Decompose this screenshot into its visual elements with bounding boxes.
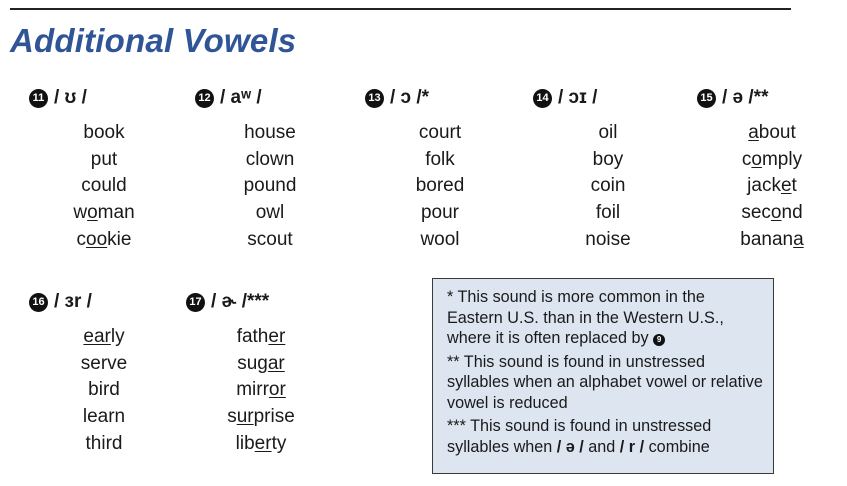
underlined-segment: e [780,175,792,197]
number-badge: 15 [697,89,716,108]
word-segment: banan [740,228,794,250]
underlined-segment: er [268,326,286,347]
example-word [29,324,179,351]
underlined-segment: oo [86,228,108,250]
word-segment: lib [235,432,255,454]
word-segment: c [76,228,87,250]
example-word [365,147,515,174]
example-word [29,431,179,458]
example-word [29,147,179,174]
number-badge: 11 [29,89,48,108]
word-segment: kie [107,228,132,250]
example-word [533,227,683,254]
footnote-3 [447,416,763,457]
example-word [697,120,847,147]
word-segment: nd [781,202,803,224]
word-segment: learn [82,406,126,428]
example-word [195,120,345,147]
example-word [29,351,179,378]
vowel-column [195,86,345,253]
underlined-segment: ear [83,326,111,347]
word-segment: put [90,148,118,170]
vowel-symbol: / ʊ / [54,87,87,108]
example-word [195,147,345,174]
example-word [697,173,847,200]
word-segment: w [73,202,88,224]
vowel-heading [365,86,515,110]
word-list [697,120,847,253]
word-segment: boy [592,148,624,170]
footnote-1 [447,287,763,349]
word-segment: pour [420,202,460,224]
word-segment: t [791,175,797,197]
example-word [29,377,179,404]
word-segment: coin [590,175,626,197]
vowel-heading [195,86,345,110]
example-word [533,200,683,227]
word-segment: bird [88,379,120,401]
footnote-3-joiner: and [583,437,620,456]
vowel-symbol: / ɚ /*** [211,291,270,312]
word-segment: clown [245,148,295,170]
example-word [195,173,345,200]
word-segment: ly [110,326,125,347]
word-segment: serve [80,352,128,374]
vowel-symbol: / ə /** [722,87,769,108]
word-list [533,120,683,253]
example-word [29,227,179,254]
example-word [365,120,515,147]
word-segment: ty [271,432,287,454]
example-word [533,173,683,200]
number-badge: 12 [195,89,214,108]
example-word [697,227,847,254]
vowel-symbol: / aʷ / [220,87,262,108]
word-segment: oil [598,122,618,143]
footnote-2 [447,352,763,414]
word-segment: book [83,122,125,143]
underlined-segment: o [751,148,762,170]
word-list [195,120,345,253]
word-segment: foil [595,202,621,224]
example-word [29,200,179,227]
example-word [365,200,515,227]
word-segment: wool [420,228,460,250]
vowel-column [533,86,683,253]
word-segment: court [418,122,462,143]
word-segment: folk [425,148,455,170]
number-badge: 9 [653,334,665,346]
word-segment: fath [236,326,269,347]
word-segment: scout [247,228,293,250]
vowel-column [29,290,179,457]
vowel-column [186,290,336,457]
word-segment: could [81,175,127,197]
footnote-1-text: * This sound is more common in the Eastern U.S. than in the Western U.S., where it is often replaced by [447,288,724,347]
example-word [195,227,345,254]
footnote-3-end: combine [644,437,710,456]
word-list [186,324,336,457]
example-word [365,227,515,254]
number-badge: 16 [29,293,48,312]
word-segment: bout [758,122,796,143]
example-word [365,173,515,200]
word-segment: house [244,122,296,143]
footnotes-box [432,278,774,474]
underlined-segment: ar [267,352,285,374]
word-list [29,120,179,253]
word-list [29,324,179,457]
footnote-3-symbol-a: / ə / [556,437,584,456]
example-word [186,351,336,378]
top-rule [10,8,791,10]
word-segment: s [227,406,237,428]
vowel-heading [29,290,179,314]
example-word [186,324,336,351]
example-word [186,404,336,431]
vowel-column [697,86,847,253]
vowel-column [365,86,515,253]
word-segment: sec [741,202,771,224]
footnote-3-text: *** This sound is found in unstressed syllables when [447,417,712,456]
word-segment: c [741,148,752,170]
number-badge: 17 [186,293,205,312]
example-word [186,431,336,458]
word-segment: sug [237,352,268,374]
word-segment: mirr [236,379,269,401]
vowel-heading [186,290,336,314]
page-title: Additional Vowels [10,22,297,59]
underlined-segment: o [87,202,98,224]
example-word [533,147,683,174]
footnote-3-symbol-b: / r / [619,437,645,456]
vowel-symbol: / ɔɪ / [558,87,598,108]
underlined-segment: a [793,228,804,250]
example-word [186,377,336,404]
example-word [195,200,345,227]
footnote-2-text: ** This sound is found in unstressed syllables when an alphabet vowel or relative vowel is reduced [447,352,763,412]
example-word [533,120,683,147]
vowel-symbol: / ɔ /* [390,87,430,108]
word-segment: jack [747,175,781,197]
underlined-segment: ur [236,406,254,428]
word-list [365,120,515,253]
word-segment: prise [253,406,295,428]
word-segment: mply [761,148,803,170]
word-segment: third [85,432,123,454]
example-word [697,147,847,174]
word-segment: man [97,202,135,224]
underlined-segment: er [254,432,272,454]
underlined-segment: or [268,379,286,401]
underlined-segment: o [770,202,782,224]
vowel-symbol: / ɜr / [54,291,92,312]
number-badge: 13 [365,89,384,108]
vowel-heading [533,86,683,110]
example-word [29,120,179,147]
word-segment: owl [255,202,285,224]
example-word [29,173,179,200]
number-badge: 14 [533,89,552,108]
vowel-heading [29,86,179,110]
word-segment: bored [415,175,465,197]
vowel-column [29,86,179,253]
example-word [29,404,179,431]
underlined-segment: a [748,122,759,143]
example-word [697,200,847,227]
vowel-heading [697,86,847,110]
word-segment: noise [585,228,631,250]
word-segment: pound [243,175,297,197]
